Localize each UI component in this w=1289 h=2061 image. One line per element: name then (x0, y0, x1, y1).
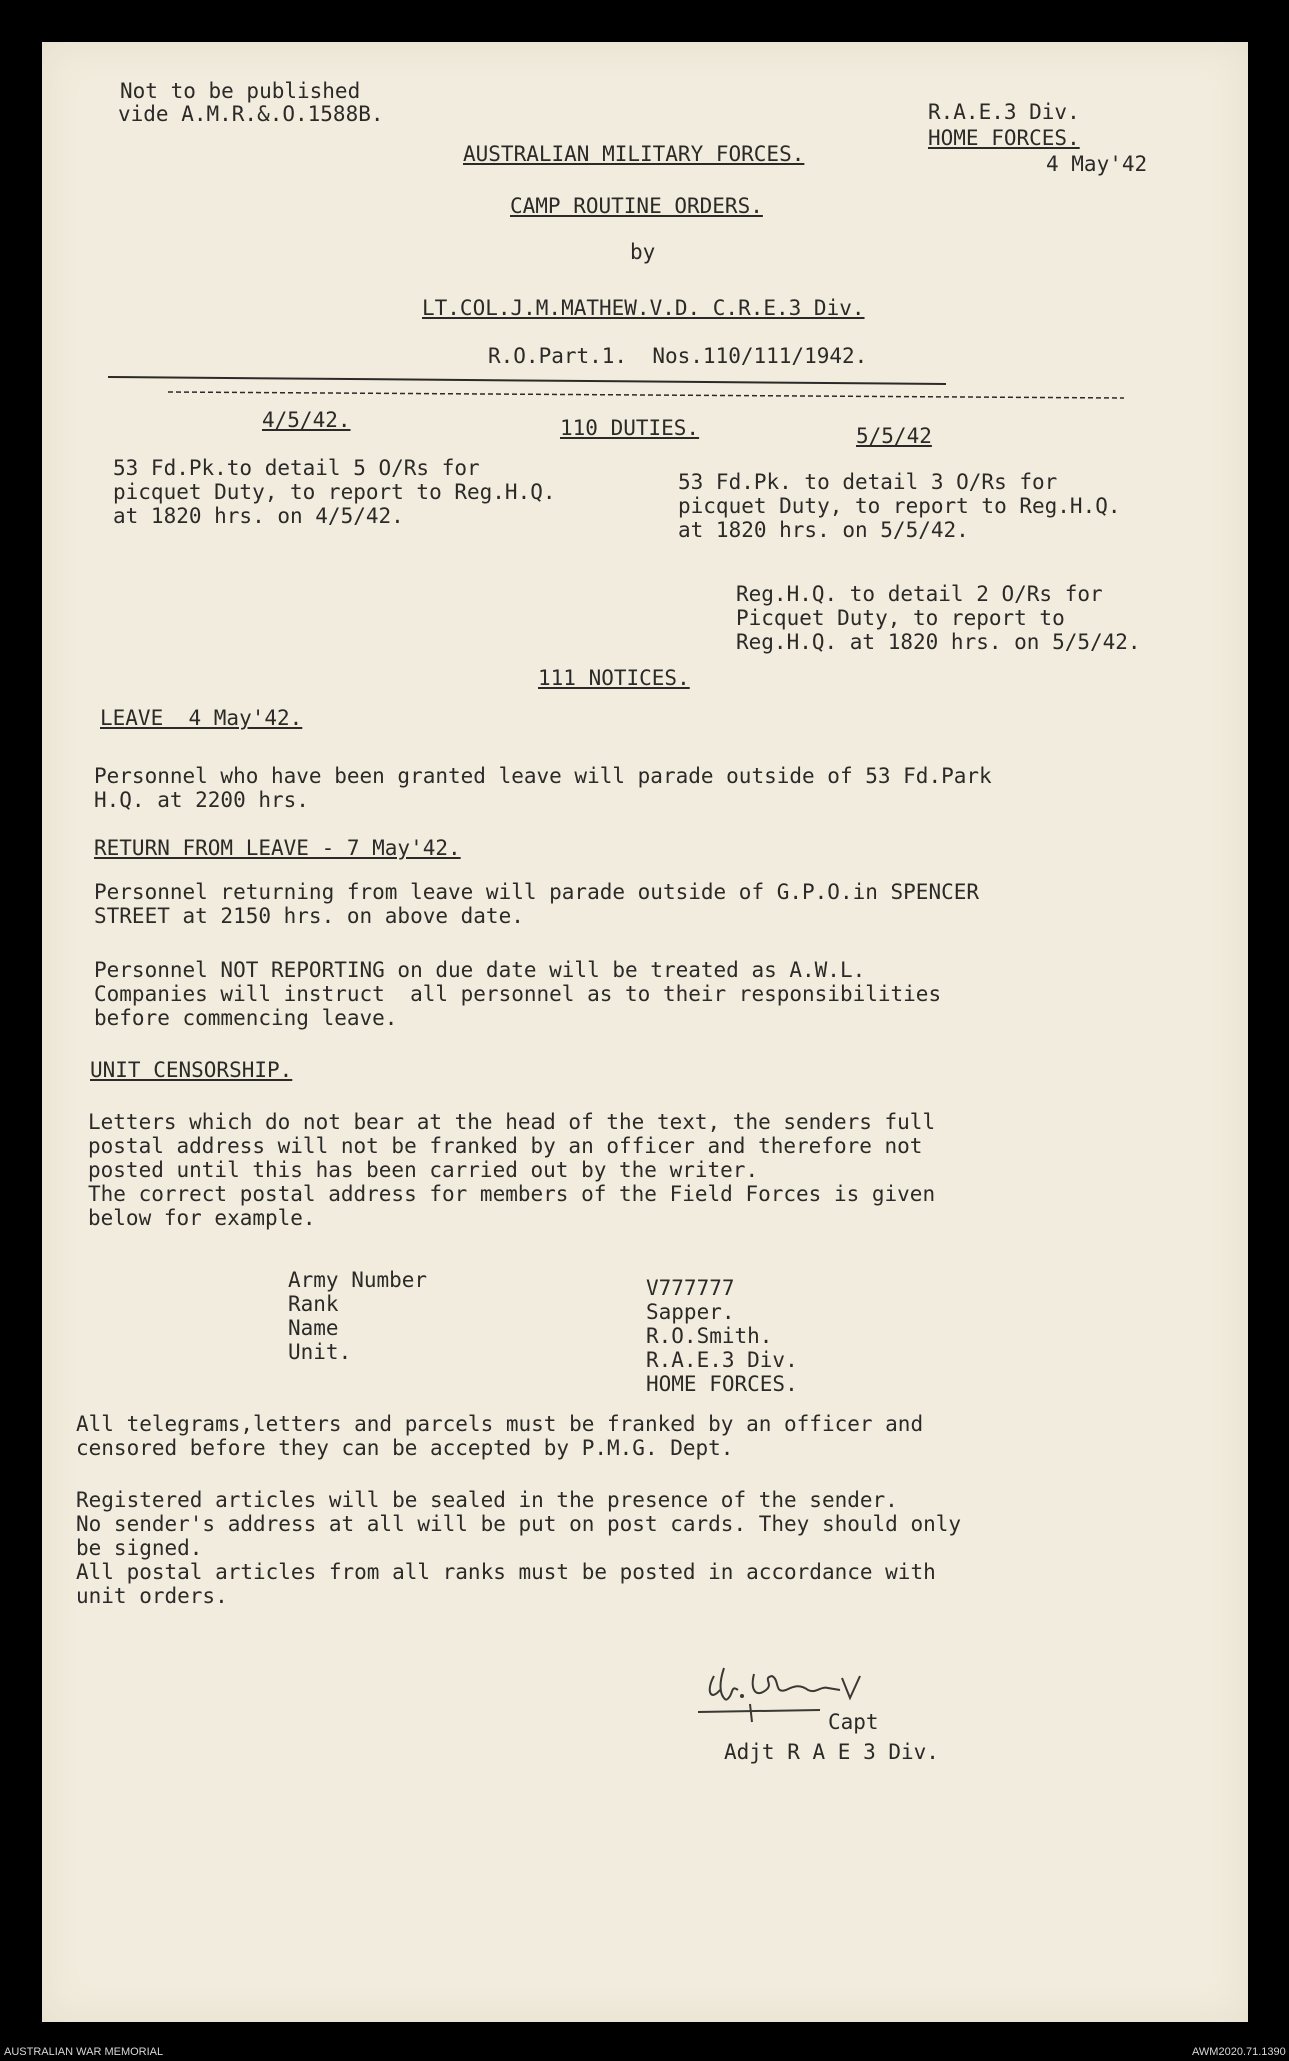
publication-note-line1: Not to be published (120, 79, 361, 103)
document-date: 4 May'42 (1046, 152, 1148, 176)
signatory-rank: Capt (828, 1710, 879, 1734)
registered-articles-text: Registered articles will be sealed in the presence of the sender. No sender's address at all will be put on post cards. They should only be signed. All postal articles from all ranks must be posted in accordance with unit orders. (76, 1488, 962, 1608)
leave-text: Personnel who have been granted leave will parade outside of 53 Fd.Park H.Q. at 2200 hrs. (94, 764, 992, 812)
return-text: Personnel returning from leave will parade outside of G.P.O.in SPENCER STREET at 2150 hrs. on above date. (94, 880, 980, 928)
unit-name: R.A.E.3 Div. (928, 100, 1080, 124)
address-labels: Army Number Rank Name Unit. (288, 1268, 428, 1364)
duty-entry-left: 53 Fd.Pk.to detail 5 O/Rs for picquet Duty, to report to Reg.H.Q. at 1820 hrs. on 4/5/42. (113, 456, 556, 528)
issuing-officer: LT.COL.J.M.MATHEW.V.D. C.R.E.3 Div. (422, 296, 865, 320)
archive-reference: AWM2020.71.1390 (1192, 2046, 1286, 2058)
handwritten-signature (690, 1650, 930, 1730)
censorship-heading: UNIT CENSORSHIP. (90, 1058, 293, 1082)
leave-heading: LEAVE 4 May'42. (100, 706, 303, 730)
unit-forces: HOME FORCES. (928, 126, 1080, 150)
address-example: V777777 Sapper. R.O.Smith. R.A.E.3 Div. HOME FORCES. (646, 1276, 798, 1396)
duties-heading: 110 DUTIES. (560, 416, 700, 440)
duties-date-right: 5/5/42 (856, 424, 932, 448)
duty-entry-right: 53 Fd.Pk. to detail 3 O/Rs for picquet Duty, to report to Reg.H.Q. at 1820 hrs. on 5/5/42. (678, 470, 1121, 542)
censorship-text: Letters which do not bear at the head of the text, the senders full postal address will not be franked by an officer and therefore not posted until this has been carried out by the writer. The correct postal address for members of the Field Forces is given below for example. (88, 1110, 936, 1230)
order-reference: R.O.Part.1. Nos.110/111/1942. (488, 344, 868, 368)
publication-note-line2: vide A.M.R.&.O.1588B. (118, 102, 384, 126)
telegrams-text: All telegrams,letters and parcels must be franked by an officer and censored before they can be accepted by P.M.G. Dept. (76, 1412, 924, 1460)
return-heading: RETURN FROM LEAVE - 7 May'42. (94, 836, 461, 860)
duties-date-left: 4/5/42. (262, 408, 351, 432)
issued-by: by (630, 240, 656, 264)
document-title: AUSTRALIAN MILITARY FORCES. (463, 142, 805, 166)
document-subtitle: CAMP ROUTINE ORDERS. (510, 194, 763, 218)
notices-heading: 111 NOTICES. (538, 666, 690, 690)
signatory-title: Adjt R A E 3 Div. (724, 1740, 939, 1764)
archive-credit: AUSTRALIAN WAR MEMORIAL (4, 2046, 164, 2058)
document-page (42, 42, 1248, 2022)
divider-line (108, 374, 1128, 404)
duty-entry-right-2: Reg.H.Q. to detail 2 O/Rs for Picquet Duty, to report to Reg.H.Q. at 1820 hrs. on 5/5/42. (736, 582, 1141, 654)
not-reporting-text: Personnel NOT REPORTING on due date will be treated as A.W.L. Companies will instruct all personnel as to their responsibilities before commencing leave. (94, 958, 942, 1030)
